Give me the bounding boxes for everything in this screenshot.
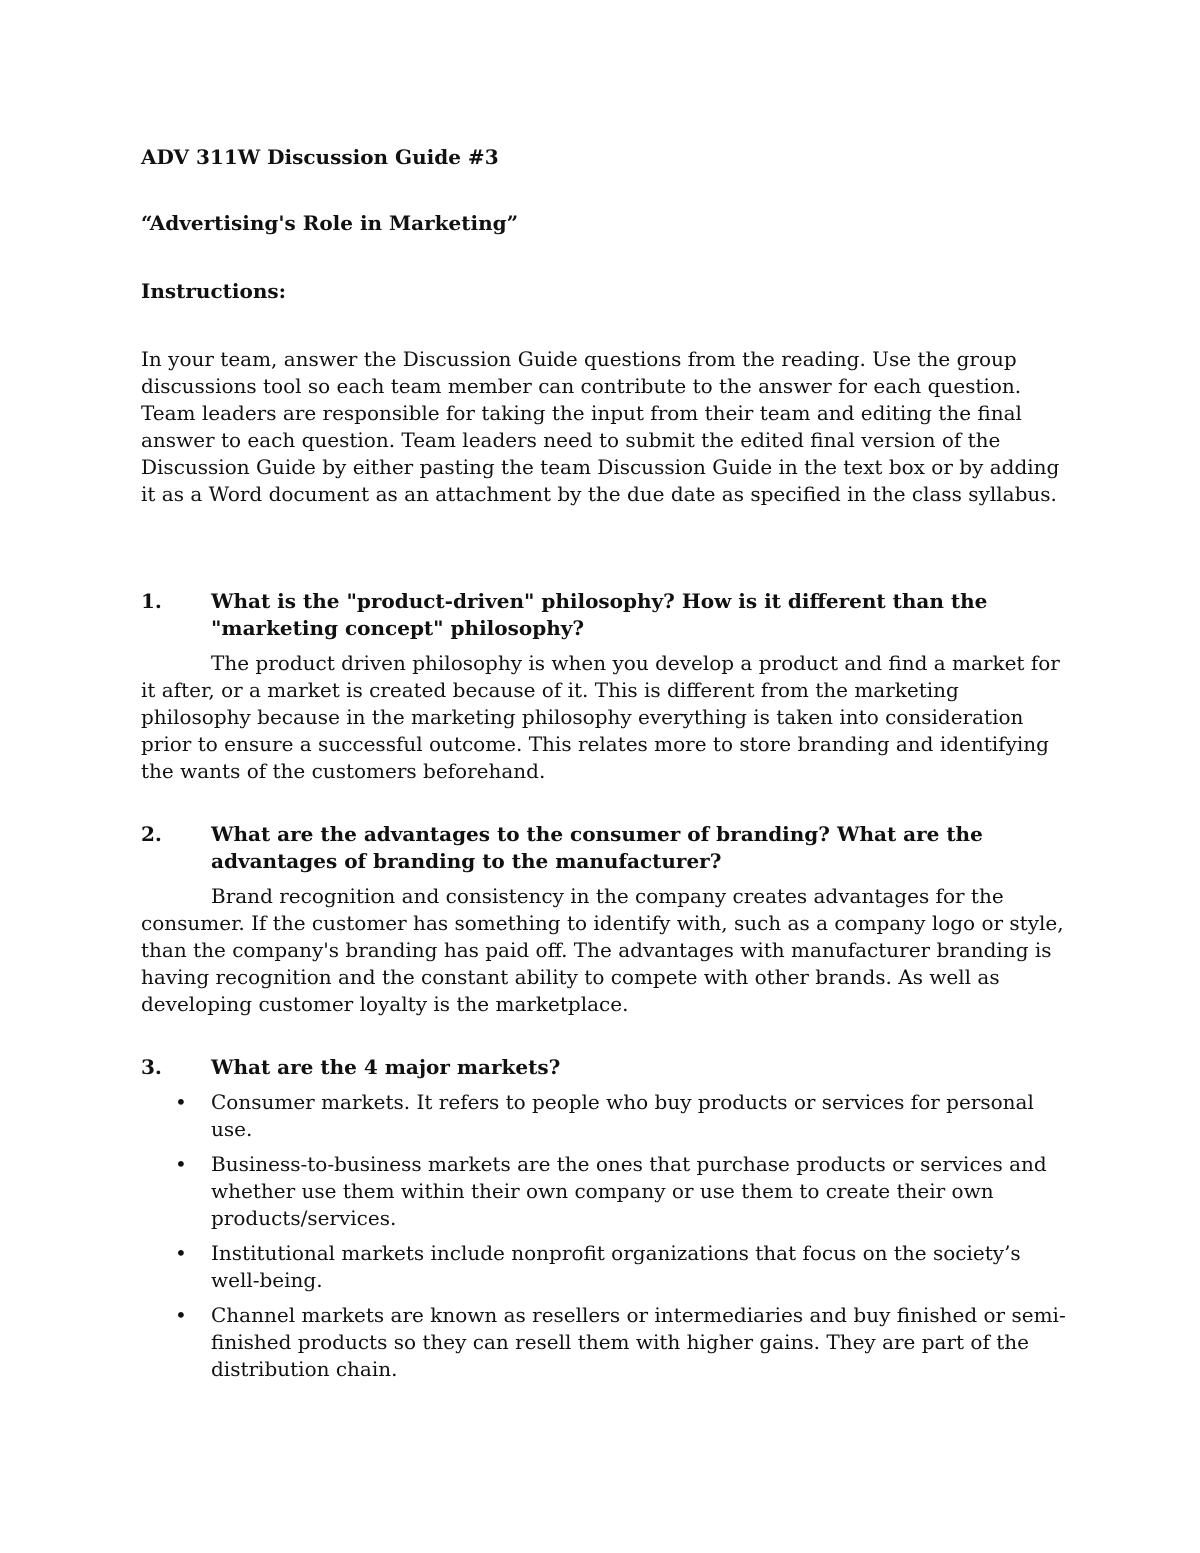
- question-number: 3.: [141, 1055, 162, 1079]
- bullet-icon: •: [175, 1241, 187, 1265]
- question-text: [141, 1054, 1066, 1081]
- document-page: [141, 142, 1066, 1419]
- question-number: 1.: [141, 589, 162, 613]
- bullet-icon: •: [175, 1090, 187, 1114]
- list-item-text: Consumer markets. It refers to people who buy products or services for personal use.: [211, 1090, 1034, 1141]
- list-item: [141, 1089, 1066, 1143]
- question-label: What are the advantages to the consumer of branding? What are the advantages of branding to the manufacturer?: [211, 822, 983, 873]
- question-label: What are the 4 major markets?: [211, 1055, 561, 1079]
- document-title: ADV 311W Discussion Guide #3: [141, 145, 499, 169]
- answer-text: Brand recognition and consistency in the company creates advantages for the consumer. If the customer has something to identify with, such as a company logo or style, than the company's branding has paid off. The advantages with manufacturer branding is having recognition and the constant ability to compete with other brands. As well as developing customer loyalty is the marketplace.: [141, 884, 1064, 1016]
- question-3: [141, 1054, 1066, 1383]
- bullet-icon: •: [175, 1303, 187, 1327]
- instructions-heading: Instructions:: [141, 279, 287, 303]
- question-2: [141, 821, 1066, 1018]
- bullet-icon: •: [175, 1152, 187, 1176]
- answer-text: The product driven philosophy is when you develop a product and find a market for it after, or a market is created because of it. This is different from the marketing philosophy because in the marketing philosophy everything is taken into consideration prior to ensure a successful outcome. This relates more to store branding and identifying the wants of the customers beforehand.: [141, 651, 1060, 783]
- question-text: [141, 588, 1066, 642]
- markets-list: [141, 1089, 1066, 1383]
- list-item: [141, 1151, 1066, 1232]
- document-subtitle: “Advertising's Role in Marketing”: [141, 211, 519, 235]
- list-item-text: Business-to-business markets are the ones that purchase products or services and whether use them within their own company or use them to create their own products/services.: [211, 1152, 1047, 1230]
- instructions-body: In your team, answer the Discussion Guide questions from the reading. Use the group discussions tool so each team member can contribute to the answer for each question. Team leaders are responsible for taking the input from their team and editing the final answer to each question. Team leaders need to submit the edited final version of the Discussion Guide by either pasting the team Discussion Guide in the text box or by adding it as a Word document as an attachment by the due date as specified in the class syllabus.: [141, 347, 1060, 506]
- question-label: What is the "product-driven" philosophy? How is it different than the "marketing concept" philosophy?: [211, 589, 988, 640]
- list-item-text: Channel markets are known as resellers or intermediaries and buy finished or semi-finished products so they can resell them with higher gains. They are part of the distribution chain.: [211, 1303, 1066, 1381]
- list-item-text: Institutional markets include nonprofit organizations that focus on the society’s well-being.: [211, 1241, 1021, 1292]
- question-text: [141, 821, 1066, 875]
- list-item: [141, 1240, 1066, 1294]
- list-item: [141, 1302, 1066, 1383]
- question-number: 2.: [141, 822, 162, 846]
- question-1: [141, 588, 1066, 785]
